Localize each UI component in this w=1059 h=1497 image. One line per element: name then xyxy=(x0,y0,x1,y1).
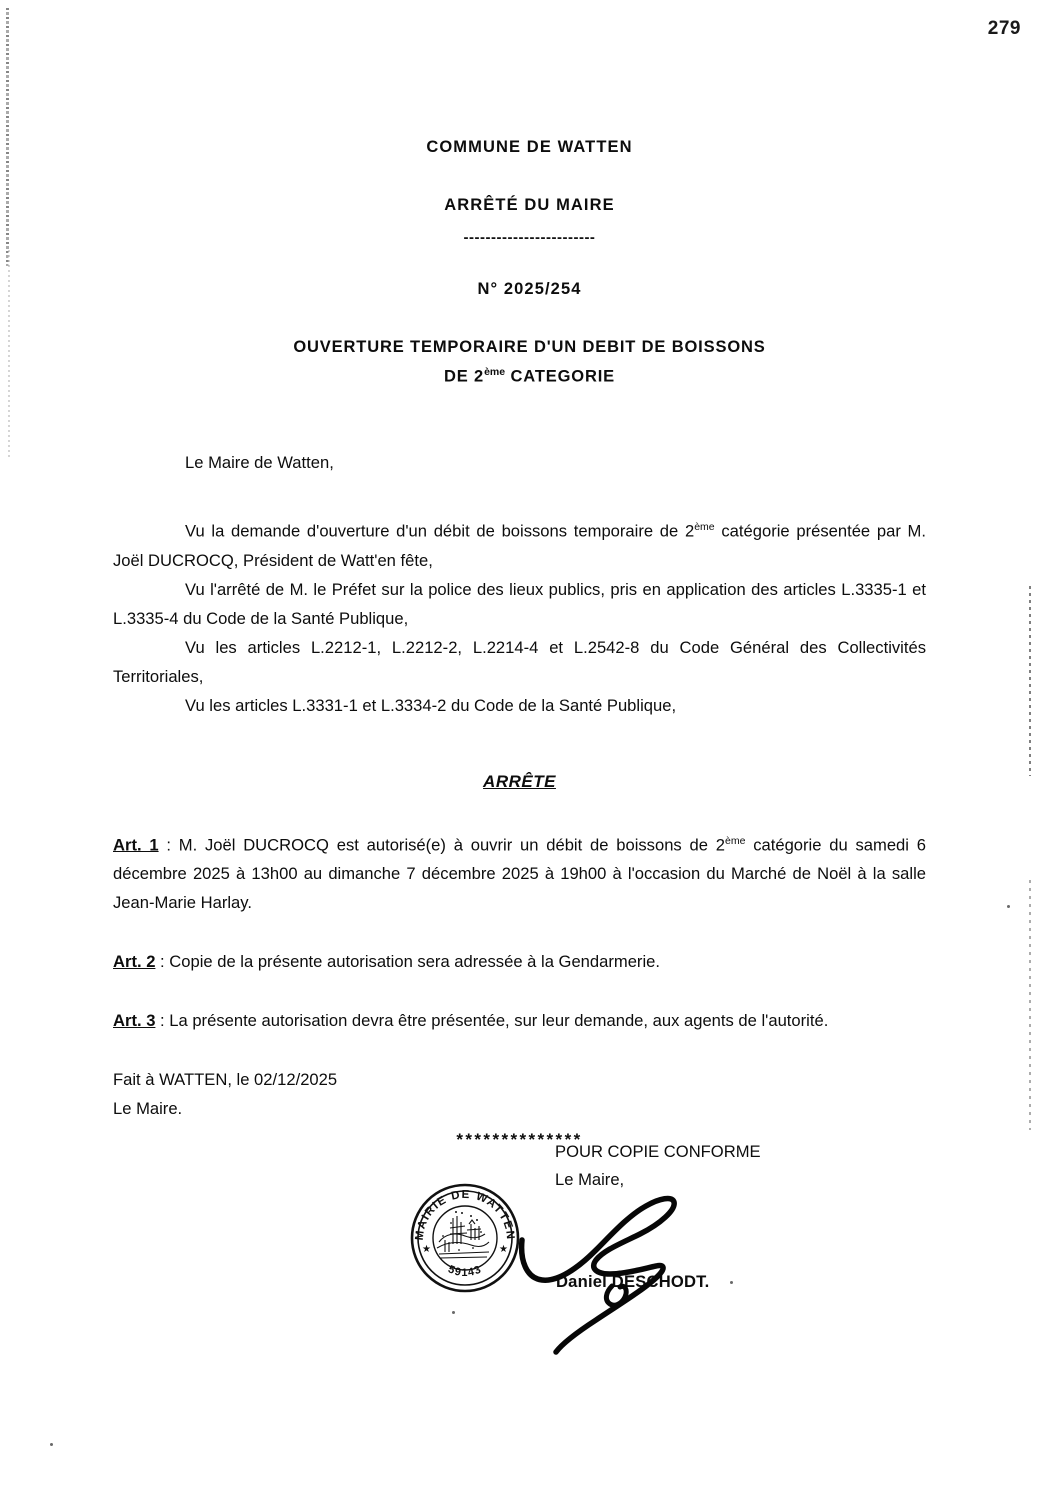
svg-text:★: ★ xyxy=(422,1244,431,1255)
consideration-item: Vu les articles L.2212-1, L.2212-2, L.2214-4 et L.2542-8 du Code Général des Collectivités Territoriales, xyxy=(113,637,926,686)
article-2 xyxy=(113,947,926,976)
article-3-tag: Art. 3 xyxy=(113,1011,156,1031)
svg-text:59143: 59143 xyxy=(446,1263,484,1279)
svg-text:MAIRIE DE WATTEN: MAIRIE DE WATTEN xyxy=(413,1188,517,1241)
article-3-text: La présente autorisation devra être présentée, sur leur demande, aux agents de l'autorité. xyxy=(169,1011,829,1031)
consideration-item: Vu les articles L.3331-1 et L.3334-2 du Code de la Santé Publique, xyxy=(185,695,677,715)
scan-speck xyxy=(1007,905,1010,908)
article-3-separator: : xyxy=(155,1011,170,1031)
certification-role: Le Maire, xyxy=(555,1170,625,1189)
consideration-text-after: catégorie présentée par M. Joël DUCROCQ, Président de Watt'en fête, xyxy=(113,521,926,570)
certification-block xyxy=(555,1138,761,1194)
scan-speck xyxy=(730,1281,733,1284)
document-subject-line-2 xyxy=(0,360,1059,390)
consideration-text-before: Vu la demande d'ouverture d'un débit de boissons temporaire de 2 xyxy=(185,521,695,541)
commune-name: COMMUNE DE WATTEN xyxy=(426,138,633,156)
document-body xyxy=(113,448,926,1154)
consideration-ordinal: ème xyxy=(694,521,715,533)
salutation: Le Maire de Watten, xyxy=(185,453,334,472)
article-1-text-before: M. Joël DUCROCQ est autorisé(e) à ouvrir un débit de boissons de 2 xyxy=(178,835,725,855)
handwritten-signature xyxy=(500,1168,750,1358)
article-2-separator: : xyxy=(155,952,170,972)
article-2-tag: Art. 2 xyxy=(113,952,156,972)
article-1-tag: Art. 1 xyxy=(113,835,159,855)
article-3 xyxy=(113,1006,926,1035)
considerations-group xyxy=(113,513,926,720)
decision-heading: ARRÊTE xyxy=(483,771,556,791)
certification-label: POUR COPIE CONFORME xyxy=(555,1142,761,1161)
header-divider: ------------------------ xyxy=(463,229,596,246)
svg-text:★: ★ xyxy=(499,1244,508,1255)
document-subject-line-1: OUVERTURE TEMPORAIRE D'UN DEBIT DE BOISSONS xyxy=(293,338,766,356)
consideration-item xyxy=(113,513,926,575)
article-1-ordinal: ème xyxy=(724,834,746,847)
article-1 xyxy=(113,827,926,918)
article-1-separator: : xyxy=(158,835,179,855)
scan-speck xyxy=(50,1443,53,1446)
article-1-text-after: catégorie du samedi 6 décembre 2025 à 13h00 au dimanche 7 décembre 2025 à 19h00 à l'occasion du Marché de Noël à la salle Jean-Marie Harlay. xyxy=(113,835,926,913)
article-2-text: Copie de la présente autorisation sera adressée à la Gendarmerie. xyxy=(169,952,660,972)
official-stamp xyxy=(409,1182,521,1294)
consideration-item: Vu l'arrêté de M. le Préfet sur la police des lieux publics, pris en application des articles L.3335-1 et L.3335-4 du Code de la Santé Publique, xyxy=(113,579,926,628)
page-number: 279 xyxy=(987,18,1021,39)
category-ordinal-suffix: ème xyxy=(484,366,506,378)
scan-artifact-right-edge xyxy=(1029,586,1031,776)
document-type-title: ARRÊTÉ DU MAIRE xyxy=(444,196,615,214)
category-prefix: DE 2 xyxy=(443,367,485,386)
arrete-number: N° 2025/254 xyxy=(477,280,582,298)
document-header xyxy=(0,138,1059,390)
place-and-date-block xyxy=(113,1065,926,1123)
category-suffix: CATEGORIE xyxy=(505,367,616,386)
document-subject-title xyxy=(0,335,1059,390)
scan-artifact-right-edge-lower xyxy=(1029,880,1031,1130)
scan-speck xyxy=(452,1311,455,1314)
signatory-name: Daniel DESCHODT. xyxy=(556,1272,710,1291)
place-and-date: Fait à WATTEN, le 02/12/2025 xyxy=(113,1070,338,1090)
signer-role: Le Maire. xyxy=(113,1099,183,1119)
separator-stars: ************** xyxy=(456,1130,583,1150)
